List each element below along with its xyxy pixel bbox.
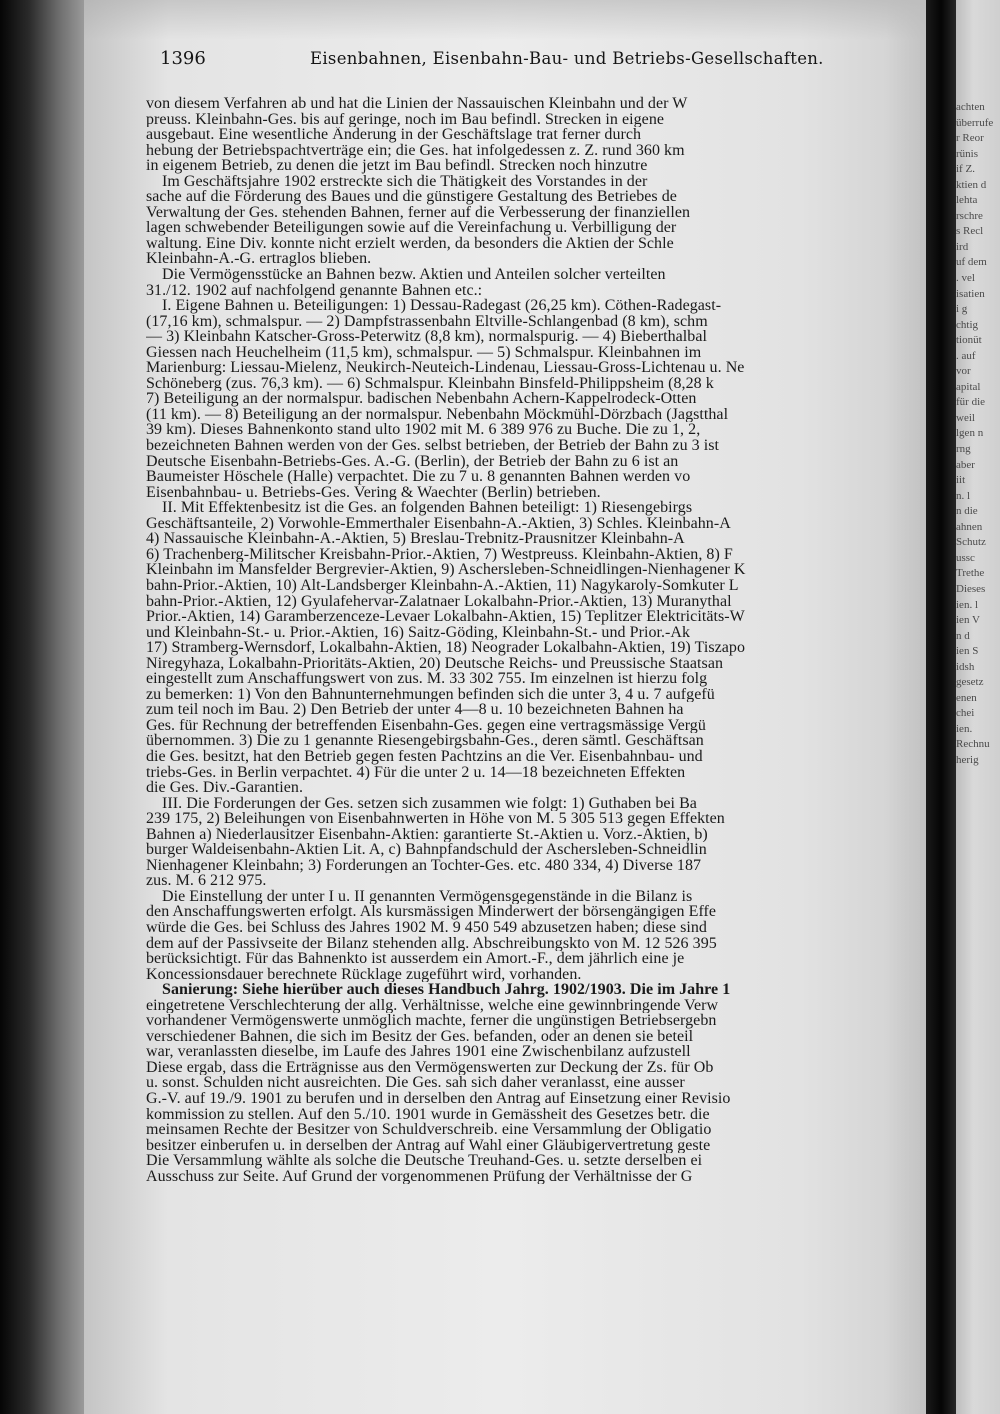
body-line: triebs-Ges. in Berlin verpachtet. 4) Für die unter 2 u. 14—18 bezeichneten Effekten xyxy=(146,764,686,781)
body-line: in eigenem Betrieb, zu denen die jetzt im Bau befindl. Strecken noch hinzutre xyxy=(146,158,648,174)
running-title: Eisenbahnen, Eisenbahn-Bau- und Betriebs-Gesellschaften. xyxy=(310,49,824,68)
edge-fragment: gesetz xyxy=(956,676,984,689)
edge-fragment: iit xyxy=(956,474,966,487)
body-line: Diese ergab, dass die Erträgnisse aus den Vermögenswerten zur Deckung der Zs. für Ob xyxy=(146,1059,714,1076)
body-line: zum teil noch im Bau. 2) Den Betrieb der unter 4—8 u. 10 bezeichneten Bahnen ha xyxy=(146,702,684,718)
edge-fragment: uf dem xyxy=(956,256,987,269)
edge-fragment: herig xyxy=(956,753,979,766)
document-page xyxy=(84,0,926,1414)
edge-fragment: aber xyxy=(956,458,975,471)
body-line: kommission zu stellen. Auf den 5./10. 1901 wurde in Gemässheit des Gesetzes betr. die xyxy=(146,1106,710,1123)
body-line: den Anschaffungswerten erfolgt. Als kursmässigen Minderwert der börsengängigen Effe xyxy=(146,904,717,920)
body-line: ausgebaut. Eine wesentliche Änderung in der Geschäftslage trat ferner durch xyxy=(146,127,642,143)
adjacent-page-text-fragments xyxy=(956,100,1000,769)
body-line: die Ges. Div.-Garantien. xyxy=(146,780,303,796)
body-line: waltung. Eine Div. konnte nicht erzielt werden, da besonders die Aktien der Schle xyxy=(146,235,674,252)
edge-fragment: Dieses xyxy=(956,582,986,595)
body-line: besitzer einberufen u. in derselben der Antrag auf Wahl einer Gläubigervertretung geste xyxy=(146,1137,711,1154)
edge-fragment: Schutz xyxy=(956,536,986,549)
body-line: Schöneberg (zus. 76,3 km). — 6) Schmalspur. Kleinbahn Binsfeld-Philippsheim (8,28 k xyxy=(146,375,714,392)
body-line: Kleinbahn im Mansfelder Bergrevier-Aktien, 9) Aschersleben-Schneidlingen-Nienhagener K xyxy=(146,562,746,578)
body-line: 4) Nassauische Kleinbahn-A.-Aktien, 5) Breslau-Trebnitz-Prausnitzer Kleinbahn-A xyxy=(146,531,685,547)
body-line: Eisenbahnbau- u. Betriebs-Ges. Vering & Waechter (Berlin) betrieben. xyxy=(146,484,601,501)
edge-fragment: n. l xyxy=(956,489,971,502)
body-line: übernommen. 3) Die zu 1 genannte Riesengebirgsbahn-Ges., deren sämtl. Geschäftsan xyxy=(146,733,704,749)
edge-fragment: tionüt xyxy=(956,334,982,347)
body-line: 239 175, 2) Beleihungen von Eisenbahnwerten in Höhe von M. 5 305 513 gegen Effekten xyxy=(146,811,725,827)
edge-fragment: apital xyxy=(956,380,981,393)
body-line: und Kleinbahn-St.- u. Prior.-Aktien, 16) Saitz-Göding, Kleinbahn-St.- und Prior.-Ak xyxy=(146,624,691,641)
adjacent-page-edge xyxy=(956,0,1000,1414)
body-line: Koncessionsdauer berechnete Rücklage zugeführt wird, vorhanden. xyxy=(146,966,582,983)
edge-fragment: weil xyxy=(956,411,975,424)
body-line: bahn-Prior.-Aktien, 12) Gyulafehervar-Zalatnaer Lokalbahn-Prior.-Aktien, 13) Muranythal xyxy=(146,593,732,610)
body-line: preuss. Kleinbahn-Ges. bis auf geringe, noch im Bau befindl. Strecken in eigene xyxy=(146,111,665,128)
edge-fragment: r Reor xyxy=(956,132,984,145)
body-line: Verwaltung der Ges. stehenden Bahnen, ferner auf die Verbesserung der finanziellen xyxy=(146,204,691,221)
edge-fragment: if Z. xyxy=(956,163,975,176)
body-line: vorhandener Vermögenswerte unmöglich machte, ferner die ungünstigen Betriebsergebn xyxy=(146,1013,717,1029)
body-line: Ges. für Rechnung der betreffenden Eisenbahn-Ges. gegen eine vertragsmässige Vergü xyxy=(146,717,706,734)
edge-fragment: Trethe xyxy=(956,567,985,580)
body-line: Nienhagener Kleinbahn; 3) Forderungen an Tochter-Ges. etc. 480 334, 4) Diverse 187 xyxy=(146,857,702,874)
body-line: lagen schwebender Beteiligungen sowie auf die Vereinfachung u. Verbilligung der xyxy=(146,220,677,236)
edge-fragment: rschre xyxy=(956,209,983,222)
body-line: Geschäftsanteile, 2) Vorwohle-Emmerthaler Eisenbahn-A.-Aktien, 3) Schles. Kleinbahn-A xyxy=(146,515,731,532)
body-line: 6) Trachenberg-Militscher Kreisbahn-Prior.-Aktien, 7) Westpreuss. Kleinbahn-Aktien, 8) F xyxy=(146,546,733,563)
edge-fragment: vor xyxy=(956,365,971,378)
body-line: Die Versammlung wählte als solche die Deutsche Treuhand-Ges. u. setzte derselben ei xyxy=(146,1153,703,1169)
edge-fragment: lehta xyxy=(956,194,978,207)
body-line: die Ges. besitzt, hat den Betrieb gegen festen Pachtzins an die Ver. Eisenbahnbau- und xyxy=(146,748,703,765)
body-line: von diesem Verfahren ab und hat die Linien der Nassauischen Kleinbahn und der W xyxy=(146,96,688,112)
edge-fragment: i g xyxy=(956,303,968,316)
body-line: hebung der Betriebspachtverträge ein; die Ges. hat infolgedessen z. Z. rund 360 km xyxy=(146,142,685,159)
edge-fragment: ien S xyxy=(956,645,979,658)
body-line: verschiedener Bahnen, die sich im Besitz der Ges. befanden, oder an denen sie beteil xyxy=(146,1028,694,1045)
edge-fragment: chtig xyxy=(956,318,978,331)
body-line: Ausschuss zur Seite. Auf Grund der vorgenommenen Prüfung der Verhältnisse der G xyxy=(146,1168,693,1185)
body-line: (11 km). — 8) Beteiligung an der normalspur. Nebenbahn Möckmühl-Dörzbach (Jagstthal xyxy=(146,406,729,423)
body-line: (17,16 km), schmalspur. — 2) Dampfstrassenbahn Eltville-Schlangenbad (8 km), schm xyxy=(146,313,708,330)
body-line: u. sonst. Schulden nicht ausreichten. Die Ges. sah sich daher veranlasst, eine ausser xyxy=(146,1075,685,1091)
page-number: 1396 xyxy=(160,48,206,69)
page-top-shading xyxy=(84,0,926,40)
body-line: G.-V. auf 19./9. 1901 zu berufen und in derselben den Antrag auf Einsetzung einer Revisio xyxy=(146,1091,731,1107)
edge-fragment: n d xyxy=(956,629,970,642)
body-line: sache auf die Förderung des Baues und die günstigere Gestaltung des Betriebes de xyxy=(146,189,677,205)
edge-fragment: ktien d xyxy=(956,178,987,191)
body-line: Bahnen a) Niederlausitzer Eisenbahn-Aktien: garantierte St.-Aktien u. Vorz.-Aktien, b) xyxy=(146,826,708,843)
edge-fragment: ussc xyxy=(956,551,975,564)
body-line: Baumeister Höschele (Halle) verpachtet. Die zu 7 u. 8 genannten Bahnen werden vo xyxy=(146,469,691,485)
body-line: bahn-Prior.-Aktien, 10) Alt-Landsberger Kleinbahn-A.-Aktien, 11) Nagykaroly-Somkuter L xyxy=(146,577,739,594)
body-line: zu bemerken: 1) Von den Bahnunternehmungen befinden sich die unter 3, 4 u. 7 aufgefü xyxy=(146,686,715,703)
body-line: Sanierung: Siehe hierüber auch dieses Handbuch Jahrg. 1902/1903. Die im Jahre 1 xyxy=(162,982,731,998)
edge-fragment: ien. xyxy=(956,722,973,735)
body-line: burger Waldeisenbahn-Aktien Lit. A, c) Bahnpfandschuld der Aschersleben-Schneidlin xyxy=(146,842,707,858)
edge-fragment: . auf xyxy=(956,349,976,362)
edge-fragment: ahnen xyxy=(956,520,983,533)
book-spine xyxy=(926,0,956,1414)
page-header xyxy=(160,48,900,78)
body-line: berücksichtigt. Für das Bahnenkto ist ausserdem ein Amort.-F., dem jährlich eine je xyxy=(146,951,685,967)
edge-fragment: rng xyxy=(956,443,971,456)
body-line: Die Vermögensstücke an Bahnen bezw. Aktien und Anteilen solcher verteilten xyxy=(162,267,666,283)
edge-fragment: rünis xyxy=(956,147,978,160)
body-line: Niregyhaza, Lokalbahn-Prioritäts-Aktien, 20) Deutsche Reichs- und Preussische Staatsan xyxy=(146,655,724,672)
body-line: Im Geschäftsjahre 1902 erstreckte sich die Thätigkeit des Vorstandes in der xyxy=(162,173,648,190)
body-line: 17) Stramberg-Wernsdorf, Lokalbahn-Aktien, 18) Neograder Lokalbahn-Aktien, 19) Tiszapo xyxy=(146,640,746,656)
edge-fragment: ird xyxy=(956,240,969,253)
body-line: 7) Beteiligung an der normalspur. badischen Nebenbahn Achern-Kappelrodeck-Otten xyxy=(146,391,697,407)
edge-fragment: chei xyxy=(956,707,975,720)
body-line: zus. M. 6 212 975. xyxy=(146,873,267,889)
edge-fragment: ien V xyxy=(956,614,980,627)
edge-fragment: n die xyxy=(956,505,978,518)
body-line xyxy=(146,1184,926,1200)
body-line: Die Einstellung der unter I u. II genannten Vermögensgegenstände in die Bilanz is xyxy=(162,888,693,905)
body-line: 31./12. 1902 auf nachfolgend genannte Bahnen etc.: xyxy=(146,282,483,299)
edge-fragment: für die xyxy=(956,396,986,409)
edge-fragment: s Recl xyxy=(956,225,984,238)
body-line: Prior.-Aktien, 14) Garamberzenceze-Levaer Lokalbahn-Aktien, 15) Teplitzer Elektricitäts-W xyxy=(146,609,745,625)
body-line: war, veranlassten dieselbe, im Laufe des Jahres 1901 eine Zwischenbilanz aufzustell xyxy=(146,1044,691,1060)
edge-fragment: . vel xyxy=(956,272,975,285)
body-line: meinsamen Rechte der Besitzer von Schuldverschreib. eine Versammlung der Obligatio xyxy=(146,1122,712,1138)
body-line: 39 km). Dieses Bahnenkonto stand ulto 1902 mit M. 6 389 976 zu Buche. Die zu 1, 2, xyxy=(146,422,701,439)
edge-fragment: idsh xyxy=(956,660,975,673)
body-line: I. Eigene Bahnen u. Beteiligungen: 1) Dessau-Radegast (26,25 km). Cöthen-Radegast- xyxy=(162,298,722,314)
body-line: würde die Ges. bei Schluss des Jahres 1902 M. 9 450 549 abzusetzen haben; diese sind xyxy=(146,919,707,936)
body-line: bezeichneten Bahnen werden von der Ges. selbst betrieben, der Betrieb der Bahn zu 3 ist xyxy=(146,438,720,454)
body-line: II. Mit Effektenbesitz ist die Ges. an folgenden Bahnen beteiligt: 1) Riesengebirgs xyxy=(162,500,693,516)
book-left-edge-shadow xyxy=(0,0,84,1414)
body-line: Deutsche Eisenbahn-Betriebs-Ges. A.-G. (Berlin), der Betrieb der Bahn zu 6 ist an xyxy=(146,453,679,470)
edge-fragment: lgen n xyxy=(956,427,984,440)
edge-fragment: achten xyxy=(956,101,985,113)
body-text xyxy=(146,96,926,1200)
body-line: Kleinbahn-A.-G. ertraglos blieben. xyxy=(146,251,372,268)
body-line: Giessen nach Heuchelheim (11,5 km), schmalspur. — 5) Schmalspur. Kleinbahnen im xyxy=(146,344,702,361)
edge-fragment: enen xyxy=(956,691,977,704)
body-line: eingestellt zum Anschaffungswert von zus. M. 33 302 755. Im einzelnen ist hierzu folg xyxy=(146,671,708,687)
body-line: III. Die Forderungen der Ges. setzen sich zusammen wie folgt: 1) Guthaben bei Ba xyxy=(162,795,697,812)
edge-fragment: ien. l xyxy=(956,598,978,611)
body-line: — 3) Kleinbahn Katscher-Gross-Peterwitz (8,8 km), normalspurig. — 4) Bieberthalbal xyxy=(146,329,707,345)
edge-fragment: überrufe xyxy=(956,116,994,129)
body-line: eingetretene Verschlechterung der allg. Verhältnisse, welche eine gewinnbringende Verw xyxy=(146,997,719,1014)
edge-fragment: isatien xyxy=(956,287,985,300)
body-line: Marienburg: Liessau-Mielenz, Neukirch-Neuteich-Lindenau, Liessau-Gross-Lichtenau u. Ne xyxy=(146,360,745,376)
edge-fragment: Rechnu xyxy=(956,738,990,751)
body-line: dem auf der Passivseite der Bilanz stehenden allg. Abschreibungskto von M. 12 526 395 xyxy=(146,935,717,952)
